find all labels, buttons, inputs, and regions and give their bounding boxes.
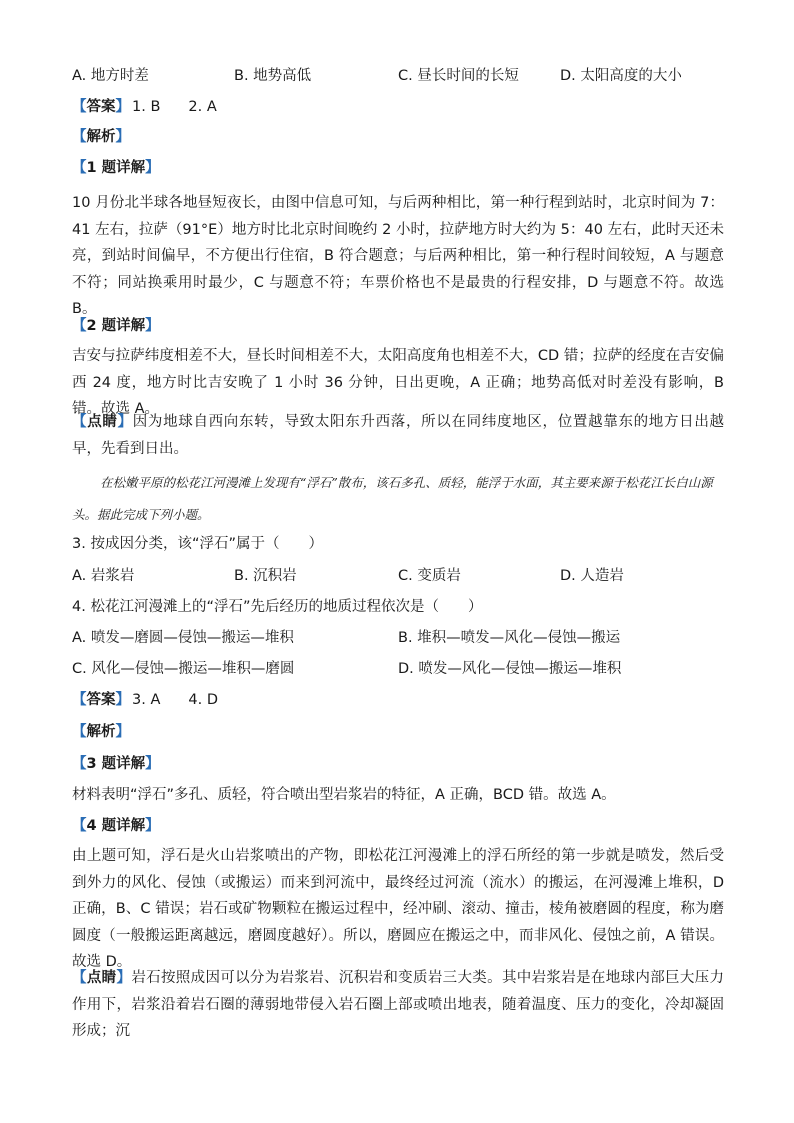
answer-4: 4. D	[188, 692, 218, 708]
q4-stem: 4. 松花江河漫滩上的“浮石”先后经历的地质过程依次是（ ）	[72, 599, 483, 615]
option-a: A. 地方时差	[72, 68, 149, 84]
q4-option-d: D. 喷发—风化—侵蚀—搬运—堆积	[398, 661, 622, 677]
detail-2-heading: 【2 题详解】	[72, 318, 160, 334]
analysis-heading: 【解析】	[72, 129, 130, 145]
q4-option-b: B. 堆积—喷发—风化—侵蚀—搬运	[398, 630, 621, 646]
q4-option-c: C. 风化—侵蚀—搬运—堆积—磨圆	[72, 661, 295, 677]
option-b: B. 地势高低	[234, 68, 312, 84]
detail-1-heading: 【1 题详解】	[72, 160, 160, 176]
detail-4-heading: 【4 题详解】	[72, 818, 160, 834]
answer-2: 2. A	[188, 99, 217, 115]
detail-2-text: 吉安与拉萨纬度相差不大，昼长时间相差不大，太阳高度角也相差不大，CD 错；拉萨的经度在吉安偏西 24 度，地方时比吉安晚了 1 小时 36 分钟，日出更晚，A 正确；地势高低对时差没有影响，B 错。故选 A。	[72, 348, 724, 417]
q3-option-c: C. 变质岩	[398, 568, 461, 584]
tip-tag: 点睛	[87, 414, 118, 430]
reading-passage: 在松嫩平原的松花江河漫滩上发现有“浮石”散布，该石多孔、质轻，能浮于水面，其主要来源于松花江长白山源头。据此完成下列小题。	[72, 475, 713, 522]
analysis-heading-2: 【解析】	[72, 724, 130, 740]
tip-1-text: 因为地球自西向东转，导致太阳东升西落，所以在同纬度地区，位置越靠东的地方日出越早，先看到日出。	[72, 414, 725, 457]
detail-3-text: 材料表明“浮石”多孔、质轻，符合喷出型岩浆岩的特征，A 正确，BCD 错。故选 A。	[72, 787, 616, 803]
answer-1: 1. B	[132, 99, 161, 115]
tip-2-text: 岩石按照成因可以分为岩浆岩、沉积岩和变质岩三大类。其中岩浆岩是在地球内部巨大压力作用下，岩浆沿着岩石圈的薄弱地带侵入岩石圈上部或喷出地表，随着温度、压力的变化，冷却凝固形成；沉	[72, 970, 725, 1039]
option-d: D. 太阳高度的大小	[560, 68, 682, 84]
q3-option-d: D. 人造岩	[560, 568, 624, 584]
detail-3-heading: 【3 题详解】	[72, 756, 160, 772]
q3-option-b: B. 沉积岩	[234, 568, 297, 584]
detail-1-text: 10 月份北半球各地昼短夜长，由图中信息可知，与后两种相比，第一种行程到站时，北京时间为 7：41 左右，拉萨（91°E）地方时比北京时间晚约 2 小时，拉萨地方时大约为 5：40 左右，此时天还未亮，到站时间偏早，不方便出行住宿，B 符合题意；与后两种相比，第一种行程时间较短，A 与题意不符；同站换乘用时最少，C 与题意不符；车票价格也不是最贵的行程安排，D 与题意不符。故选 B。	[72, 195, 724, 317]
q4-option-a: A. 喷发—磨圆—侵蚀—搬运—堆积	[72, 630, 294, 646]
tip-2: 【点睛】岩石按照成因可以分为岩浆岩、沉积岩和变质岩三大类。其中岩浆岩是在地球内部巨大压力作用下，岩浆沿着岩石圈的薄弱地带侵入岩石圈上部或喷出地表，随着温度、压力的变化，冷却凝固形成；沉	[72, 970, 725, 1039]
answer-line-2: 【答案】 3. A 4. D	[72, 692, 218, 708]
option-c: C. 昼长时间的长短	[398, 68, 519, 84]
q3-stem: 3. 按成因分类，该“浮石”属于（ ）	[72, 536, 323, 552]
tip-1: 【点睛】因为地球自西向东转，导致太阳东升西落，所以在同纬度地区，位置越靠东的地方日出越早，先看到日出。	[72, 414, 725, 457]
answer-3: 3. A	[132, 692, 161, 708]
q3-option-a: A. 岩浆岩	[72, 568, 135, 584]
answer-line: 【答案】 1. B 2. A	[72, 99, 217, 115]
answer-tag: 答案	[86, 99, 116, 115]
detail-4-text: 由上题可知，浮石是火山岩浆喷出的产物，即松花江河漫滩上的浮石所经的第一步就是喷发，然后受到外力的风化、侵蚀（或搬运）而来到河流中，最终经过河流（流水）的搬运，在河漫滩上堆积，D 正确，B、C 错误；岩石或矿物颗粒在搬运过程中，经冲刷、滚动、撞击，棱角被磨圆的程度，称为磨圆度（一般搬运距离越远，磨圆度越好）。所以，磨圆应在搬运之中，而非风化、侵蚀之前，A 错误。故选 D。	[72, 848, 724, 970]
